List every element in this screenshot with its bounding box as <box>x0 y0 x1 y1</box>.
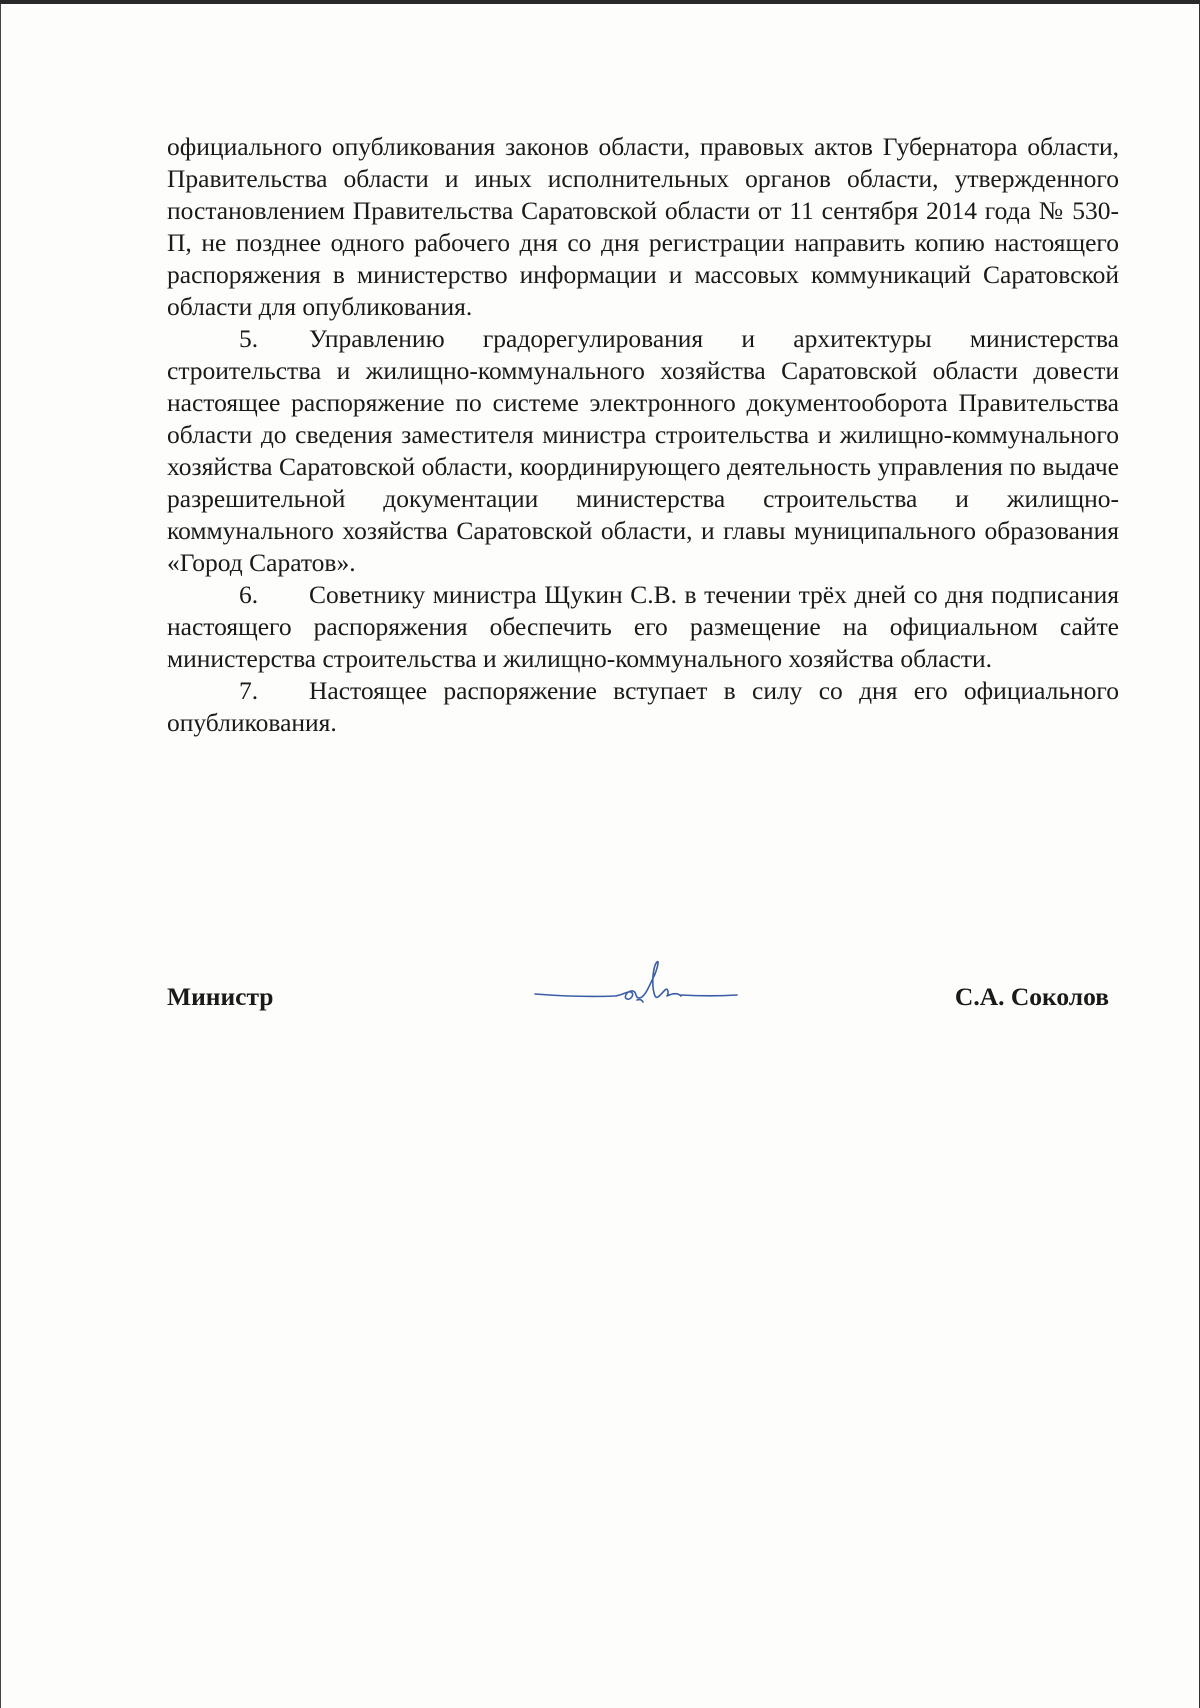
paragraph-continuation <box>167 131 1119 323</box>
paragraph-number: 5. <box>239 324 259 353</box>
signatory-name: С.А. Соколов <box>954 982 1109 1011</box>
document-page <box>0 4 1200 1708</box>
paragraph-text: Советнику министра Щукин С.В. в течении трёх дней со дня подписания настоящего распоряжения обеспечить его размещение на официальном сайте министерства строительства и жилищно-коммунального хозяйства области. <box>167 580 1119 673</box>
paragraph-item-7 <box>167 675 1119 739</box>
paragraph-number: 6. <box>239 580 259 609</box>
paragraph-text: Настоящее распоряжение вступает в силу со дня его официального опубликования. <box>167 676 1119 737</box>
paragraph-item-6 <box>167 579 1119 675</box>
paragraph-text: Управлению градорегулирования и архитектуры министерства строительства и жилищно-коммунального хозяйства Саратовской области довести настоящее распоряжение по системе электронного документооборота Правительства области до сведения заместителя министра строительства и жилищно-коммунального хозяйства Саратовской области, координирующего деятельность управления по выдаче разрешительной документации министерства строительства и жилищно-коммунального хозяйства Саратовской области, и главы муниципального образования «Город Саратов». <box>167 324 1119 577</box>
signatory-title: Министр <box>167 982 274 1011</box>
paragraph-number: 7. <box>239 676 259 705</box>
paragraph-text: официального опубликования законов области, правовых актов Губернатора области, Правительства области и иных исполнительных органов области, утвержденного постановлением Правительства Саратовской области от 11 сентября 2014 года № 530-П, не позднее одного рабочего дня со дня регистрации направить копию настоящего распоряжения в министерство информации и массовых коммуникаций Саратовской области для опубликования. <box>167 132 1119 321</box>
document-body <box>167 131 1119 739</box>
handwritten-signature-icon <box>531 956 741 1018</box>
paragraph-item-5 <box>167 323 1119 579</box>
